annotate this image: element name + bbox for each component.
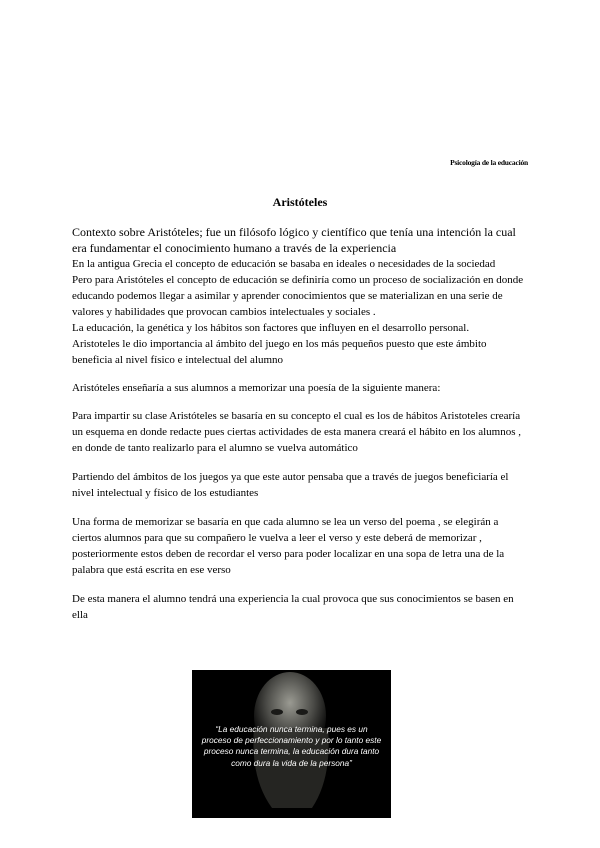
paragraph-factors: La educación, la genética y los hábitos son factores que influyen en el desarrollo personal. bbox=[72, 322, 470, 334]
document-header: Psicología de la educación bbox=[450, 158, 528, 167]
aristotle-quote-image bbox=[192, 670, 391, 818]
paragraph-experience: De esta manera el alumno tendrá una experiencia la cual provoca que sus conocimientos se basen en ella bbox=[72, 593, 514, 621]
paragraph-context-line1: Contexto sobre Aristóteles; fue un filósofo lógico y científico que tenía una intención la cual bbox=[72, 225, 516, 239]
paragraph-context-line2: era fundamentar el conocimiento humano a través de la experiencia bbox=[72, 241, 397, 255]
paragraph-game: Aristoteles le dio importancia al ámbito del juego en los más pequeños puesto que este ámbito beneficia al nivel físico e intelectual del alumno bbox=[72, 338, 487, 366]
paragraph-greece: En la antigua Grecia el concepto de educación se basaba en ideales o necesidades de la sociedad bbox=[72, 258, 496, 270]
paragraph-habits: Para impartir su clase Aristóteles se basaría en su concepto el cual es los de hábitos Aristoteles crearía un esquema en donde redacte pues ciertas actividades de esta manera creará el hábito en los alumnos , en donde de tanto realizarlo para el alumno se vuelva automático bbox=[72, 410, 521, 454]
document-body bbox=[72, 224, 528, 623]
image-quote: “La educación nunca termina, pues es un proceso de perfeccionamiento y por lo tanto este proceso nunca termina, la educación dura tanto como dura la vida de la persona” bbox=[201, 724, 382, 768]
document-title: Aristóteles bbox=[272, 195, 328, 209]
paragraph-teaching: Aristóteles enseñaría a sus alumnos a memorizar una poesía de la siguiente manera: bbox=[72, 382, 441, 394]
paragraph-memorize: Una forma de memorizar se basaría en que cada alumno se lea un verso del poema , se elegirán a ciertos alumnos para que su compañero le vuelva a leer el verso y este deberá de memorizar , posteriormente estos deben de recordar el verso para poder localizar en una sopa de letra una de la palabra que está escrita en ese verso bbox=[72, 516, 505, 576]
paragraph-socialization: Pero para Aristóteles el concepto de educación se definiría como un proceso de socialización en donde educando podemos llegar a asimilar y aprender conocimientos que se materializan en una serie de valores y habilidades que provocan cambios intelectuales y sociales . bbox=[72, 274, 524, 318]
paragraph-games-benefit: Partiendo del ámbitos de los juegos ya que este autor pensaba que a través de juegos beneficiaría el nivel intelectual y físico de los estudiantes bbox=[72, 471, 509, 499]
